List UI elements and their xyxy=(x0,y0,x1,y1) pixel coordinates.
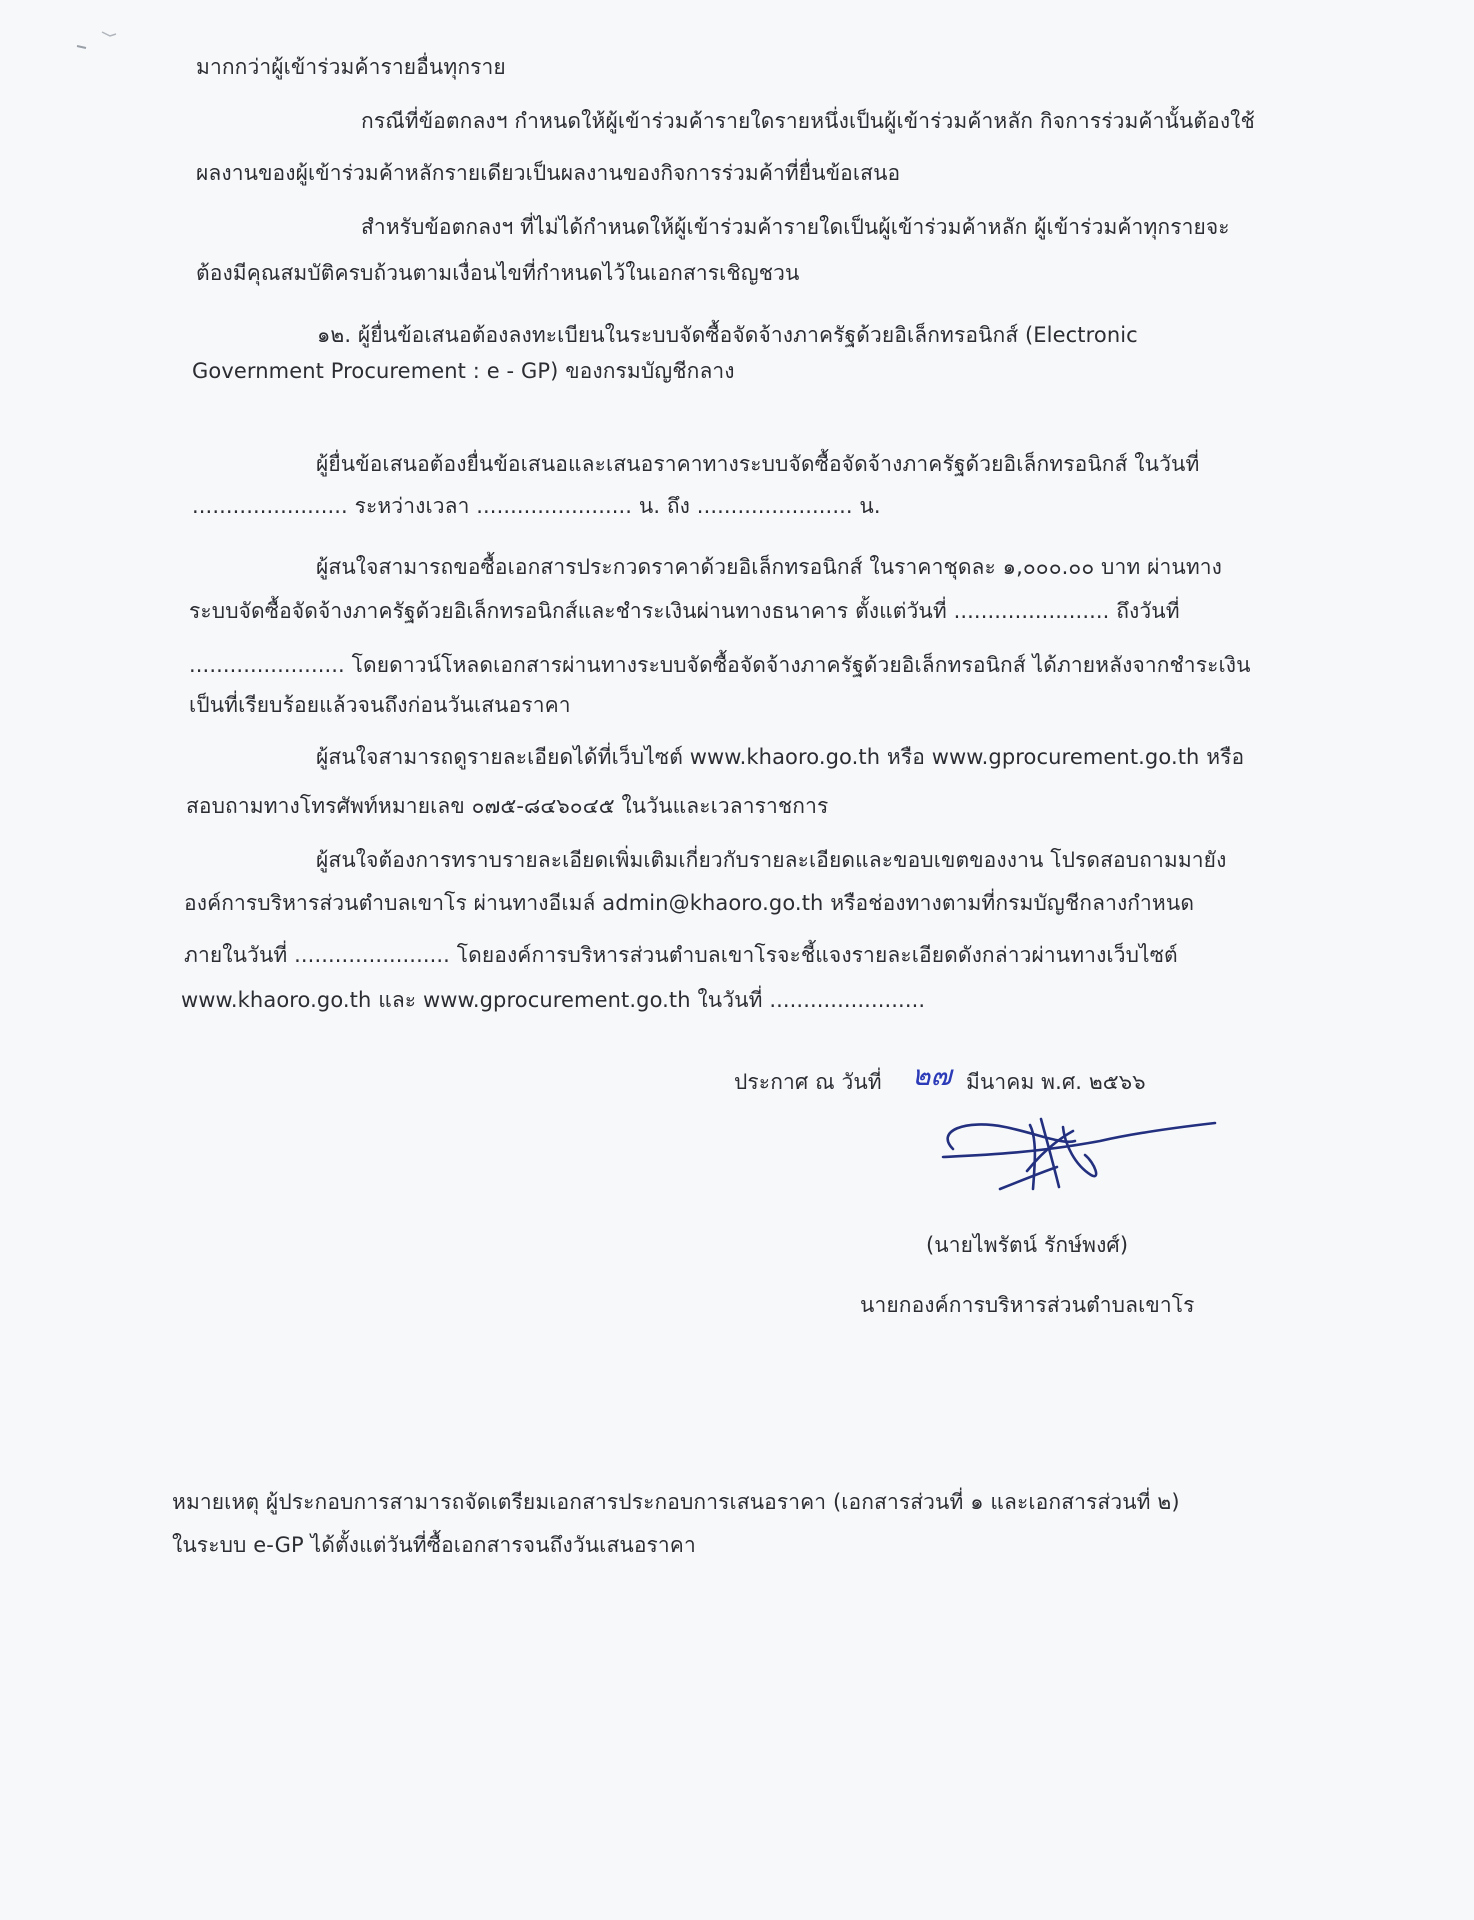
text-line-2: กรณีที่ข้อตกลงฯ กำหนดให้ผู้เข้าร่วมค้ารายใดรายหนึ่งเป็นผู้เข้าร่วมค้าหลัก กิจการร่วมค้านั้นต้องใช้ xyxy=(361,109,1255,133)
announce-day-handwritten: ๒๗ xyxy=(912,1059,952,1092)
text-line-17: องค์การบริหารส่วนตำบลเขาโร ผ่านทางอีเมล์ admin@khaoro.go.th หรือช่องทางตามที่กรมบัญชีกลางกำหนด xyxy=(184,891,1195,915)
note-line-1: หมายเหตุ ผู้ประกอบการสามารถจัดเตรียมเอกสารประกอบการเสนอราคา (เอกสารส่วนที่ ๑ และเอกสารส่วนที่ ๒) xyxy=(172,1490,1180,1514)
text-line-13: เป็นที่เรียบร้อยแล้วจนถึงก่อนวันเสนอราคา xyxy=(189,693,571,717)
signatory-title: นายกองค์การบริหารส่วนตำบลเขาโร xyxy=(860,1293,1195,1317)
note-line-2: ในระบบ e-GP ได้ตั้งแต่วันที่ซื้อเอกสารจนถึงวันเสนอราคา xyxy=(172,1533,696,1557)
text-line-6: ๑๒. ผู้ยื่นข้อเสนอต้องลงทะเบียนในระบบจัดซื้อจัดจ้างภาครัฐด้วยอิเล็กทรอนิกส์ (Electronic xyxy=(317,323,1138,347)
announce-month-year: มีนาคม พ.ศ. ๒๕๖๖ xyxy=(966,1070,1146,1094)
text-line-5: ต้องมีคุณสมบัติครบถ้วนตามเงื่อนไขที่กำหนดไว้ในเอกสารเชิญชวน xyxy=(196,261,800,285)
announce-date-prefix: ประกาศ ณ วันที่ xyxy=(734,1070,882,1094)
scan-mark xyxy=(72,24,162,64)
signatory-name: (นายไพรัตน์ รักษ์พงศ์) xyxy=(926,1233,1129,1257)
text-line-19: www.khaoro.go.th และ www.gprocurement.go.th ในวันที่ ....................... xyxy=(181,988,926,1012)
signature xyxy=(925,1105,1225,1215)
text-line-16: ผู้สนใจต้องการทราบรายละเอียดเพิ่มเติมเกี่ยวกับรายละเอียดและขอบเขตของงาน โปรดสอบถามมายัง xyxy=(316,848,1227,872)
text-line-1: มากกว่าผู้เข้าร่วมค้ารายอื่นทุกราย xyxy=(196,55,506,79)
text-line-8: ผู้ยื่นข้อเสนอต้องยื่นข้อเสนอและเสนอราคาทางระบบจัดซื้อจัดจ้างภาครัฐด้วยอิเล็กทรอนิกส์ ในวันที่ xyxy=(316,452,1200,476)
text-line-7: Government Procurement : e - GP) ของกรมบัญชีกลาง xyxy=(192,359,735,383)
text-line-12: ....................... โดยดาวน์โหลดเอกสารผ่านทางระบบจัดซื้อจัดจ้างภาครัฐด้วยอิเล็กทรอนิกส์ ได้ภายหลังจากชำระเงิน xyxy=(189,653,1251,677)
text-line-15: สอบถามทางโทรศัพท์หมายเลข ๐๗๕-๘๔๖๐๔๕ ในวันและเวลาราชการ xyxy=(186,794,829,818)
text-line-4: สำหรับข้อตกลงฯ ที่ไม่ได้กำหนดให้ผู้เข้าร่วมค้ารายใดเป็นผู้เข้าร่วมค้าหลัก ผู้เข้าร่วมค้าทุกรายจะ xyxy=(361,215,1230,239)
text-line-9: ....................... ระหว่างเวลา ....................... น. ถึง ....................... น. xyxy=(192,494,881,518)
text-line-3: ผลงานของผู้เข้าร่วมค้าหลักรายเดียวเป็นผลงานของกิจการร่วมค้าที่ยื่นข้อเสนอ xyxy=(196,161,901,185)
text-line-11: ระบบจัดซื้อจัดจ้างภาครัฐด้วยอิเล็กทรอนิกส์และชำระเงินผ่านทางธนาคาร ตั้งแต่วันที่ ....................... ถึงวันที่ xyxy=(189,599,1180,623)
text-line-10: ผู้สนใจสามารถขอซื้อเอกสารประกวดราคาด้วยอิเล็กทรอนิกส์ ในราคาชุดละ ๑,๐๐๐.๐๐ บาท ผ่านทาง xyxy=(316,555,1223,579)
text-line-14: ผู้สนใจสามารถดูรายละเอียดได้ที่เว็บไซต์ www.khaoro.go.th หรือ www.gprocurement.go.th หรือ xyxy=(316,745,1245,769)
text-line-18: ภายในวันที่ ....................... โดยองค์การบริหารส่วนตำบลเขาโรจะชี้แจงรายละเอียดดังกล่าวผ่านทางเว็บไซต์ xyxy=(184,943,1178,967)
